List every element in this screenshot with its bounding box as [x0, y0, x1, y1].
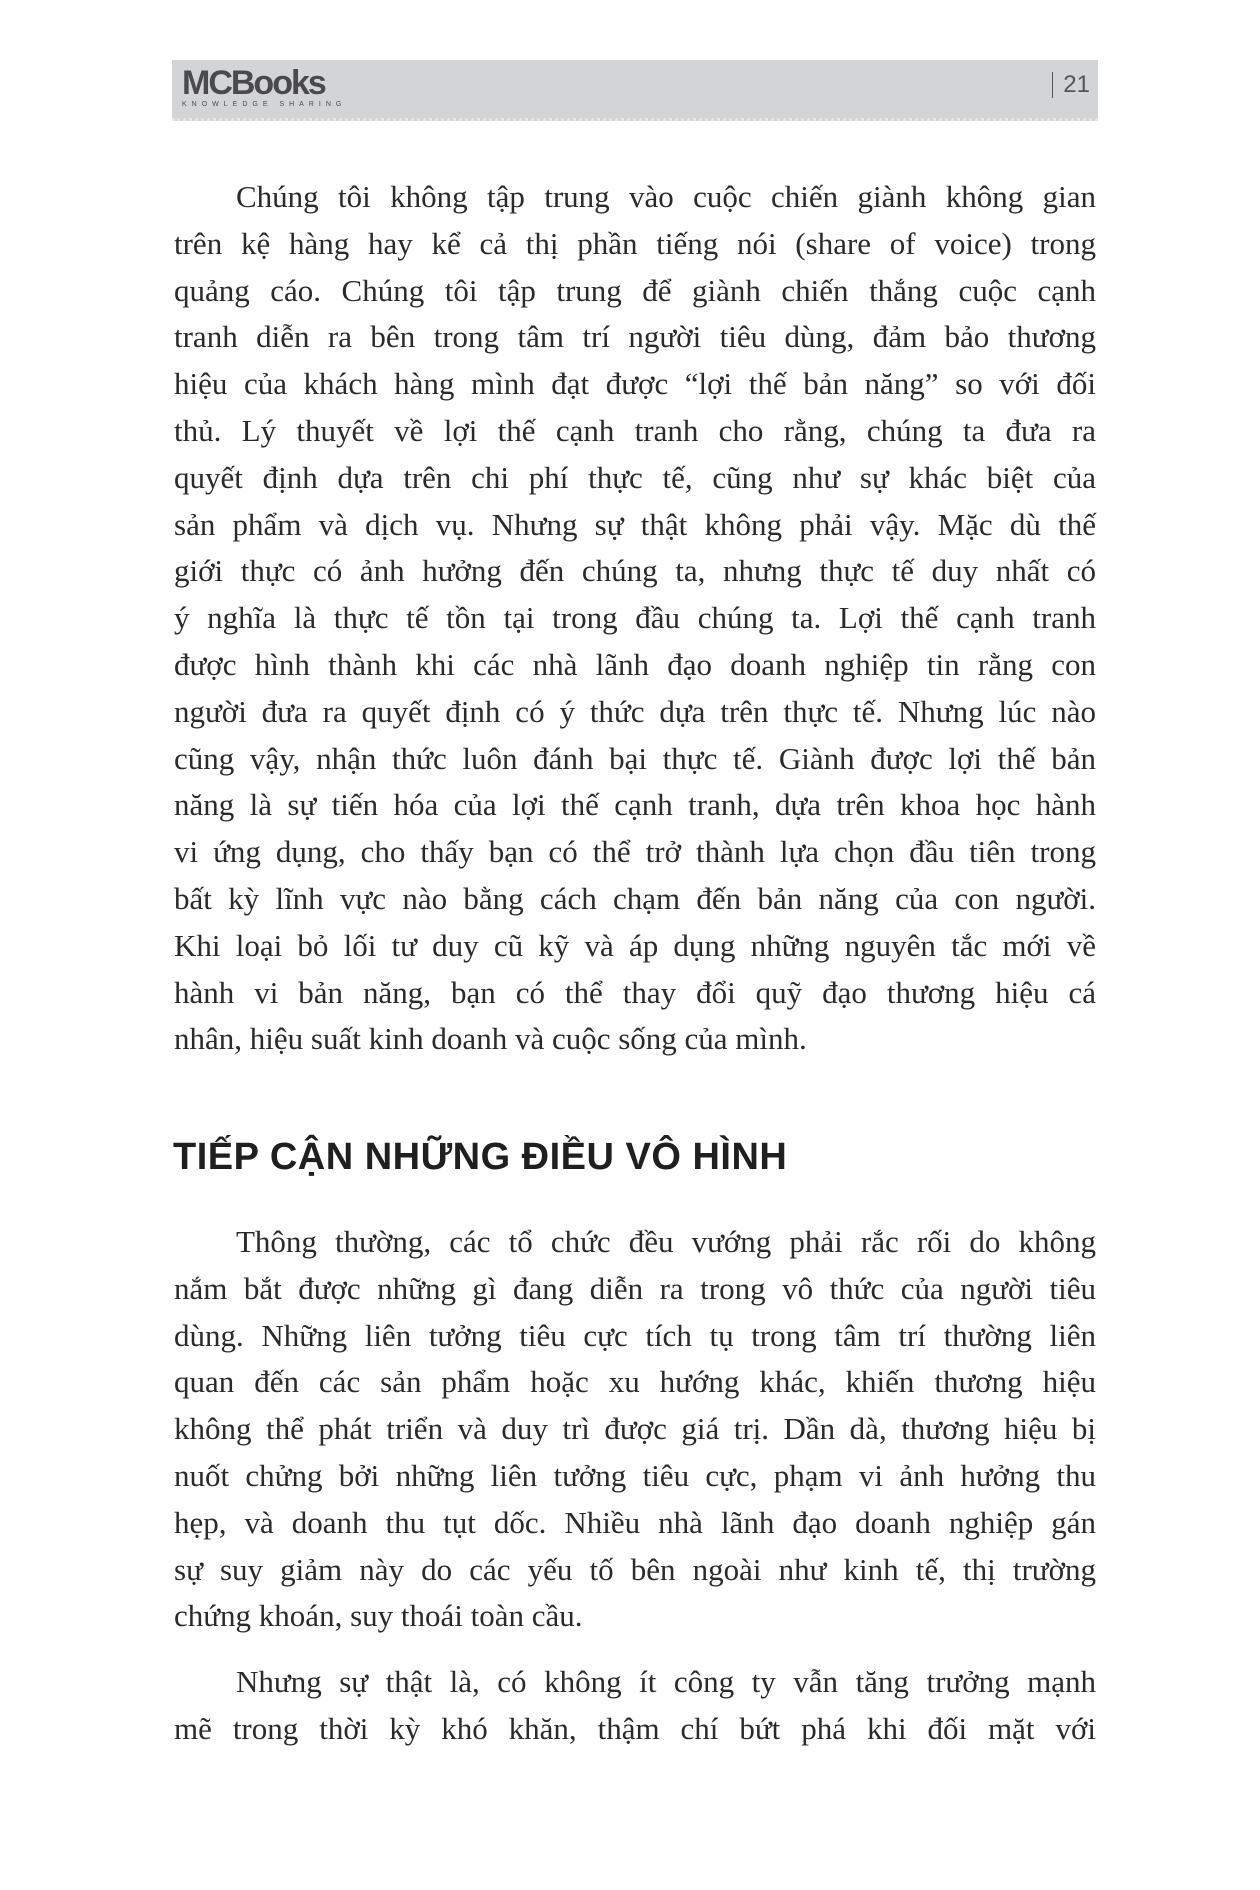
text-line: ý nghĩa là thực tế tồn tại trong đầu chúng ta. Lợi thế cạnh tranh [174, 600, 1096, 636]
text-line: mẽ trong thời kỳ khó khăn, thậm chí bứt phá khi đối mặt với [174, 1710, 1096, 1746]
text-line: nhân, hiệu suất kinh doanh và cuộc sống của mình. [174, 1021, 807, 1057]
text-line: được hình thành khi các nhà lãnh đạo doanh nghiệp tin rằng con [174, 646, 1096, 682]
text-line: nắm bắt được những gì đang diễn ra trong vô thức của người tiêu [174, 1270, 1096, 1306]
text-line: không thể phát triển và duy trì được giá trị. Dần dà, thương hiệu bị [174, 1411, 1096, 1447]
text-line: người đưa ra quyết định có ý thức dựa trên thực tế. Nhưng lúc nào [174, 693, 1096, 729]
text-line: cũng vậy, nhận thức luôn đánh bại thực tế. Giành được lợi thế bản [174, 740, 1096, 776]
text-line: bất kỳ lĩnh vực nào bằng cách chạm đến bản năng của con người. [174, 880, 1096, 916]
text-line: Khi loại bỏ lối tư duy cũ kỹ và áp dụng những nguyên tắc mới về [174, 927, 1096, 963]
logo-text: MCBooks [182, 64, 325, 102]
paragraph-3 [174, 1659, 1096, 1753]
text-line: nuốt chửng bởi những liên tưởng tiêu cực, phạm vi ảnh hưởng thu [174, 1457, 1096, 1493]
page-header [172, 60, 1098, 121]
logo-tagline: KNOWLEDGE SHARING [182, 101, 347, 108]
text-line: quảng cáo. Chúng tôi tập trung để giành chiến thắng cuộc cạnh [174, 272, 1096, 308]
text-line: quyết định dựa trên chi phí thực tế, cũng như sự khác biệt của [174, 459, 1096, 495]
text-line: Chúng tôi không tập trung vào cuộc chiến giành không gian [236, 179, 1096, 214]
page-number: 21 [1052, 72, 1090, 98]
text-line: sự suy giảm này do các yếu tố bên ngoài như kinh tế, thị trường [174, 1551, 1096, 1587]
text-line: hiệu của khách hàng mình đạt được “lợi thế bản năng” so với đối [174, 366, 1096, 402]
text-line: giới thực có ảnh hưởng đến chúng ta, nhưng thực tế duy nhất có [174, 553, 1096, 589]
text-line: quan đến các sản phẩm hoặc xu hướng khác, khiến thương hiệu [174, 1364, 1096, 1400]
text-line: Thông thường, các tổ chức đều vướng phải rắc rối do không [236, 1224, 1096, 1259]
text-line: sản phẩm và dịch vụ. Nhưng sự thật không phải vậy. Mặc dù thế [174, 506, 1096, 542]
text-line: hẹp, và doanh thu tụt dốc. Nhiều nhà lãnh đạo doanh nghiệp gán [174, 1504, 1096, 1540]
paragraph-1 [174, 174, 1096, 1063]
text-line: thủ. Lý thuyết về lợi thế cạnh tranh cho rằng, chúng ta đưa ra [174, 412, 1096, 448]
text-line: hành vi bản năng, bạn có thể thay đổi quỹ đạo thương hiệu cá [174, 974, 1096, 1010]
section-heading: TIẾP CẬN NHỮNG ĐIỀU VÔ HÌNH [173, 1136, 788, 1178]
paragraph-2 [174, 1219, 1096, 1640]
text-line: chứng khoán, suy thoái toàn cầu. [174, 1598, 583, 1634]
text-line: dùng. Những liên tưởng tiêu cực tích tụ trong tâm trí thường liên [174, 1317, 1096, 1353]
publisher-logo [182, 66, 346, 108]
text-line: vi ứng dụng, cho thấy bạn có thể trở thành lựa chọn đầu tiên trong [174, 834, 1096, 870]
text-line: năng là sự tiến hóa của lợi thế cạnh tranh, dựa trên khoa học hành [174, 787, 1096, 823]
text-line: Nhưng sự thật là, có không ít công ty vẫn tăng trưởng mạnh [236, 1664, 1096, 1699]
text-line: trên kệ hàng hay kể cả thị phần tiếng nói (share of voice) trong [174, 225, 1096, 261]
text-line: tranh diễn ra bên trong tâm trí người tiêu dùng, đảm bảo thương [174, 319, 1096, 355]
